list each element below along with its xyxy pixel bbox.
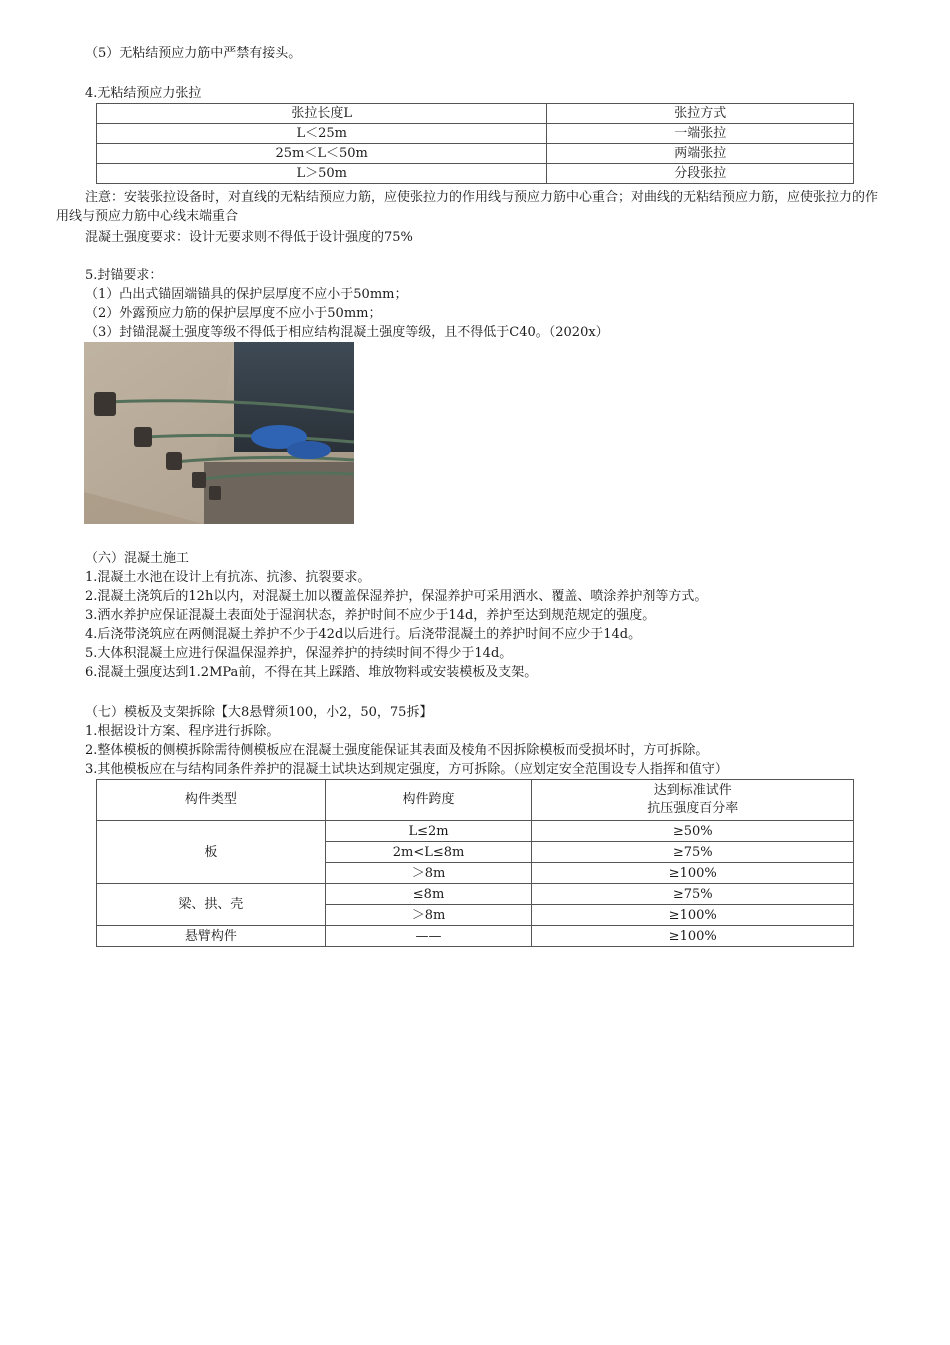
concrete-heading: （六）混凝土施工 bbox=[85, 551, 190, 566]
header-line: 抗压强度百分率 bbox=[647, 801, 739, 816]
component-type-cell: 板 bbox=[97, 821, 326, 884]
concrete-item: 5.大体积混凝土应进行保温保湿养护，保湿养护的持续时间不得少于14d。 bbox=[85, 646, 513, 661]
table-row bbox=[97, 926, 854, 947]
concrete-item: 4.后浇带浇筑应在两侧混凝土养护不少于42d以后进行。后浇带混凝土的养护时间不应少于14d。 bbox=[85, 627, 642, 642]
span-cell: L≤2m bbox=[325, 821, 532, 842]
formwork-item: 3.其他模板应在与结构同条件养护的混凝土试块达到规定强度，方可拆除。（应划定安全范围设专人指挥和值守） bbox=[85, 762, 728, 777]
anchor-construction-photo bbox=[84, 342, 354, 524]
percent-cell: ≥100% bbox=[532, 863, 854, 884]
table-row bbox=[97, 821, 854, 842]
length-cell: 25m＜L＜50m bbox=[97, 144, 547, 164]
span-cell: —— bbox=[325, 926, 532, 947]
header-cell: 张拉长度L bbox=[97, 104, 547, 124]
anchor-item: （3）封锚混凝土强度等级不得低于相应结构混凝土强度等级，且不得低于C40。（2020x） bbox=[85, 325, 609, 340]
table-row bbox=[97, 884, 854, 905]
formwork-item: 2.整体模板的侧模拆除需待侧模板应在混凝土强度能保证其表面及棱角不因拆除模板而受损坏时，方可拆除。 bbox=[85, 743, 709, 758]
method-cell: 两端张拉 bbox=[547, 144, 854, 164]
method-cell: 一端张拉 bbox=[547, 124, 854, 144]
percent-cell: ≥75% bbox=[532, 842, 854, 863]
formwork-removal-table bbox=[96, 779, 854, 947]
table-header-row bbox=[97, 104, 854, 124]
component-type-cell: 悬臂构件 bbox=[97, 926, 326, 947]
tension-heading: 4.无粘结预应力张拉 bbox=[85, 86, 202, 101]
method-cell: 分段张拉 bbox=[547, 164, 854, 184]
no-joint-rule: （5）无粘结预应力筋中严禁有接头。 bbox=[85, 46, 302, 61]
percent-cell: ≥50% bbox=[532, 821, 854, 842]
header-cell bbox=[532, 780, 854, 821]
span-cell: ＞8m bbox=[325, 905, 532, 926]
table-row bbox=[97, 124, 854, 144]
formwork-item: 1.根据设计方案、程序进行拆除。 bbox=[85, 724, 280, 739]
header-cell: 构件跨度 bbox=[325, 780, 532, 821]
length-cell: L＜25m bbox=[97, 124, 547, 144]
strength-requirement: 混凝土强度要求：设计无要求则不得低于设计强度的75% bbox=[85, 230, 413, 245]
tension-table bbox=[96, 103, 854, 184]
percent-cell: ≥75% bbox=[532, 884, 854, 905]
header-cell: 张拉方式 bbox=[547, 104, 854, 124]
component-type-cell: 梁、拱、壳 bbox=[97, 884, 326, 926]
span-cell: 2m<L≤8m bbox=[325, 842, 532, 863]
formwork-heading: （七）模板及支架拆除【大8悬臂须100，小2，50，75拆】 bbox=[85, 705, 433, 720]
span-cell: ＞8m bbox=[325, 863, 532, 884]
percent-cell: ≥100% bbox=[532, 926, 854, 947]
concrete-item: 1.混凝土水池在设计上有抗冻、抗渗、抗裂要求。 bbox=[85, 570, 371, 585]
span-cell: ≤8m bbox=[325, 884, 532, 905]
header-line: 达到标准试件 bbox=[653, 783, 732, 798]
concrete-item: 3.洒水养护应保证混凝土表面处于湿润状态，养护时间不应少于14d，养护至达到规范规定的强度。 bbox=[85, 608, 656, 623]
table-row bbox=[97, 164, 854, 184]
anchor-heading: 5.封锚要求： bbox=[85, 268, 163, 283]
length-cell: L＞50m bbox=[97, 164, 547, 184]
table-row bbox=[97, 144, 854, 164]
anchor-item: （1）凸出式锚固端锚具的保护层厚度不应小于50mm； bbox=[85, 287, 408, 302]
concrete-item: 2.混凝土浇筑后的12h以内，对混凝土加以覆盖保湿养护，保湿养护可采用洒水、覆盖、喷涂养护剂等方式。 bbox=[85, 589, 708, 604]
header-cell: 构件类型 bbox=[97, 780, 326, 821]
table-header-row bbox=[97, 780, 854, 821]
anchor-item: （2）外露预应力筋的保护层厚度不应小于50mm； bbox=[85, 306, 382, 321]
tension-note: 注意：安装张拉设备时，对直线的无粘结预应力筋，应使张拉力的作用线与预应力筋中心重合；对曲线的无粘结预应力筋，应使张拉力的作用线与预应力筋中心线末端重合 bbox=[56, 190, 879, 224]
concrete-item: 6.混凝土强度达到1.2MPa前，不得在其上踩踏、堆放物料或安装模板及支架。 bbox=[85, 665, 538, 680]
percent-cell: ≥100% bbox=[532, 905, 854, 926]
